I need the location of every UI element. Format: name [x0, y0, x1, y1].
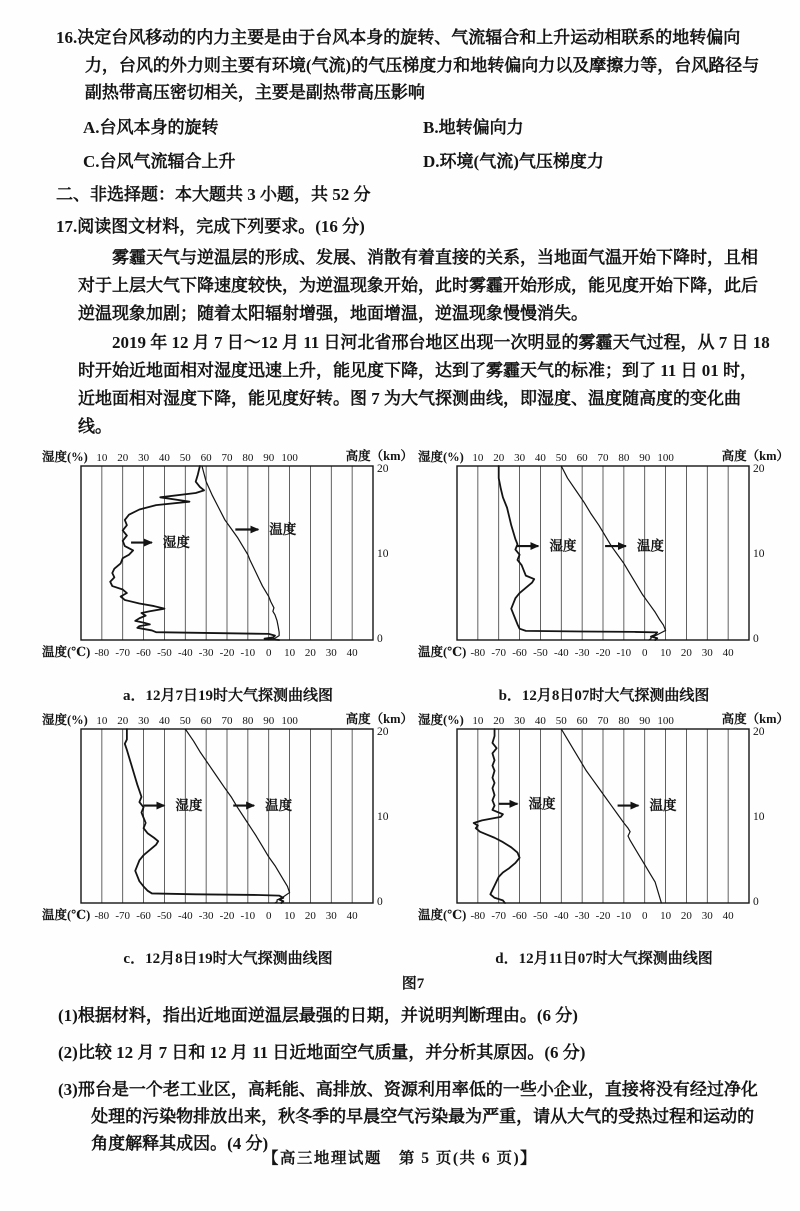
axis-tick-label: -60	[136, 647, 151, 660]
sub-question-3: (3)邢台是一个老工业区，高耗能、高排放、资源利用率低的一些小企业，直接将没有经过净化处理的污染物排放出来，秋冬季的早晨空气污染最为严重，请从大气的受热过程和运动的角度解释其成因。(4 分)	[58, 1079, 758, 1153]
axis-tick-label: -30	[198, 647, 214, 660]
axis-tick-label: 30	[325, 647, 337, 660]
axis-tick-label: 20	[493, 715, 505, 728]
height-axis-label: 高度（km）	[721, 712, 789, 727]
axis-tick-label: 10	[377, 548, 389, 561]
axis-tick-label: 30	[138, 715, 150, 728]
question-16-stem: 16.决定台风移动的内力主要是由于台风本身的旋转、气流辐合和上升运动相联系的地转偏向力，台风的外力则主要有环境(气流)的气压梯度力和地转偏向力以及摩擦力等，台风路径与副热带高压密切相关，主要是副热带高压影响	[56, 28, 760, 103]
humidity-curve	[125, 729, 284, 903]
axis-tick-label: 0	[377, 633, 383, 646]
axis-tick-label: 20	[377, 463, 389, 476]
chart-c-caption: c．12月8日19时大气探测曲线图	[123, 951, 333, 968]
axis-tick-label: -10	[616, 910, 632, 923]
temperature-axis-label: 温度(℃)	[42, 645, 91, 660]
axis-labels	[42, 448, 413, 659]
axis-labels	[418, 711, 789, 922]
axis-tick-label: 30	[325, 910, 337, 923]
axis-tick-label: 20	[304, 647, 316, 660]
axis-tick-label: 10	[284, 910, 296, 923]
sub-question-2: (2)比较 12 月 7 日和 12 月 11 日近地面空气质量，并分析其原因。(6 分)	[58, 1043, 586, 1063]
axis-tick-label: -80	[94, 910, 110, 923]
axis-tick-label: 40	[346, 910, 358, 923]
axis-tick-label: 40	[346, 647, 358, 660]
axis-tick-label: -20	[595, 910, 611, 923]
axis-tick-label: 50	[555, 715, 567, 728]
axis-tick-label: -10	[240, 647, 256, 660]
chart-b	[417, 448, 791, 683]
axis-tick-label: 10	[660, 647, 672, 660]
height-axis-label: 高度（km）	[345, 712, 413, 727]
curve-name-label: 温度	[265, 798, 293, 814]
axis-tick-label: 0	[265, 910, 272, 923]
chart-b-block	[416, 448, 792, 711]
axis-tick-label: 40	[534, 715, 546, 728]
axis-tick-label: 20	[117, 452, 129, 465]
axis-tick-label: 30	[514, 452, 526, 465]
axis-tick-label: 0	[753, 633, 759, 646]
axis-tick-label: -70	[491, 647, 507, 660]
figure-7-chart-grid	[40, 448, 789, 974]
axis-tick-label: 10	[753, 811, 765, 824]
humidity-curve	[110, 466, 279, 640]
figure-7-label: 图7	[401, 976, 425, 993]
axis-tick-label: 0	[377, 896, 383, 909]
option-d: D.环境(气流)气压梯度力	[423, 151, 604, 171]
gridlines	[478, 466, 728, 640]
humidity-curve	[499, 466, 658, 640]
axis-tick-label: 60	[200, 715, 212, 728]
axis-tick-label: 10	[472, 452, 484, 465]
humidity-axis-label: 湿度(%)	[42, 450, 88, 465]
axis-tick-label: 50	[179, 452, 191, 465]
axis-tick-label: -20	[219, 910, 235, 923]
temperature-curve	[561, 729, 661, 903]
page-footer: 【高三地理试题 第 5 页(共 6 页)】	[262, 1150, 538, 1167]
axis-tick-label: 40	[158, 715, 170, 728]
axis-tick-label: 70	[597, 715, 609, 728]
section-header: 二、非选择题：本大题共 3 小题，共 52 分	[56, 184, 371, 204]
axis-tick-label: -60	[512, 910, 527, 923]
axis-tick-label: 40	[722, 910, 734, 923]
axis-tick-label: -80	[470, 647, 486, 660]
chart-b-caption: b．12月8日07时大气探测曲线图	[498, 688, 710, 705]
axis-tick-label: 10	[284, 647, 296, 660]
temperature-axis-label: 温度(℃)	[42, 908, 91, 923]
curve-name-label: 湿度	[528, 796, 556, 812]
option-a: A.台风本身的旋转	[83, 117, 219, 137]
chart-a-svg	[41, 448, 415, 678]
axis-tick-label: -80	[470, 910, 486, 923]
axis-tick-label: -30	[198, 910, 214, 923]
axis-tick-label: -60	[512, 647, 527, 660]
axis-tick-label: -50	[533, 910, 548, 923]
axis-tick-label: -70	[115, 647, 131, 660]
curve-name-label: 温度	[636, 538, 664, 554]
axis-tick-label: -40	[177, 647, 193, 660]
chart-d	[417, 711, 791, 946]
axis-tick-label: -50	[533, 647, 548, 660]
gridlines	[102, 729, 352, 903]
curve-name-label: 温度	[649, 798, 677, 814]
gridlines	[478, 729, 728, 903]
axis-tick-label: 80	[242, 452, 254, 465]
temperature-curve	[185, 729, 289, 903]
axis-tick-label: -50	[157, 910, 172, 923]
axis-tick-label: 0	[641, 647, 648, 660]
gridlines	[102, 466, 352, 640]
axis-tick-label: 60	[200, 452, 212, 465]
axis-tick-label: 70	[597, 452, 609, 465]
axis-tick-label: -60	[136, 910, 151, 923]
chart-d-block	[416, 711, 792, 974]
axis-tick-label: 20	[753, 726, 765, 739]
humidity-axis-label: 湿度(%)	[418, 713, 464, 728]
chart-d-svg	[417, 711, 791, 941]
axis-tick-label: 20	[753, 463, 765, 476]
axis-tick-label: 0	[753, 896, 759, 909]
axis-tick-label: 20	[493, 452, 505, 465]
axis-labels	[42, 711, 413, 922]
axis-tick-label: 100	[657, 452, 674, 465]
humidity-axis-label: 湿度(%)	[42, 713, 88, 728]
chart-b-svg	[417, 448, 791, 678]
axis-labels	[418, 448, 789, 659]
temperature-axis-label: 温度(℃)	[418, 645, 467, 660]
axis-tick-label: 10	[96, 715, 108, 728]
chart-a-block	[40, 448, 416, 711]
axis-tick-label: -40	[553, 910, 569, 923]
axis-tick-label: 50	[555, 452, 567, 465]
axis-tick-label: 50	[179, 715, 191, 728]
axis-tick-label: 0	[265, 647, 272, 660]
axis-tick-label: 30	[514, 715, 526, 728]
axis-tick-label: 20	[117, 715, 129, 728]
axis-tick-label: 90	[263, 452, 275, 465]
humidity-curve	[474, 729, 520, 903]
axis-tick-label: 10	[472, 715, 484, 728]
axis-tick-label: 90	[263, 715, 275, 728]
question-17-paragraph-1: 雾霾天气与逆温层的形成、发展、消散有着直接的关系，当地面气温开始下降时，且相对于上层大气下降速度较快，为逆温现象开始，此时雾霾开始形成，能见度开始下降，此后逆温现象加剧；随着太阳辐射增强，地面增温，逆温现象慢慢消失。	[78, 248, 758, 323]
height-axis-label: 高度（km）	[721, 449, 789, 464]
axis-tick-label: 100	[657, 715, 674, 728]
height-axis-label: 高度（km）	[345, 449, 413, 464]
axis-tick-label: 0	[641, 910, 648, 923]
axis-tick-label: -10	[240, 910, 256, 923]
chart-a	[41, 448, 415, 683]
axis-tick-label: 10	[96, 452, 108, 465]
axis-tick-label: 60	[576, 452, 588, 465]
axis-tick-label: -50	[157, 647, 172, 660]
axis-tick-label: 80	[242, 715, 254, 728]
temperature-axis-label: 温度(℃)	[418, 908, 467, 923]
axis-tick-label: 40	[158, 452, 170, 465]
axis-tick-label: 20	[680, 910, 692, 923]
axis-tick-label: -40	[553, 647, 569, 660]
curve-name-label: 湿度	[162, 535, 190, 551]
temperature-curve	[202, 466, 279, 640]
axis-tick-label: 70	[221, 452, 233, 465]
axis-tick-label: 30	[701, 647, 713, 660]
axis-tick-label: -70	[491, 910, 507, 923]
axis-tick-label: -10	[616, 647, 632, 660]
axis-tick-label: 10	[377, 811, 389, 824]
axis-tick-label: 40	[722, 647, 734, 660]
axis-tick-label: -40	[177, 910, 193, 923]
axis-tick-label: 20	[304, 910, 316, 923]
curve-name-label: 湿度	[175, 798, 203, 814]
axis-tick-label: 10	[660, 910, 672, 923]
chart-d-caption: d．12月11日07时大气探测曲线图	[495, 951, 713, 968]
axis-tick-label: 70	[221, 715, 233, 728]
axis-tick-label: 20	[377, 726, 389, 739]
axis-tick-label: 90	[639, 715, 651, 728]
axis-tick-label: 10	[753, 548, 765, 561]
question-16-options	[56, 113, 770, 172]
question-17-stem: 17.阅读图文材料，完成下列要求。(16 分)	[56, 217, 365, 237]
curve-name-label: 湿度	[549, 538, 577, 554]
axis-tick-label: 40	[534, 452, 546, 465]
axis-tick-label: -20	[595, 647, 611, 660]
question-17-paragraph-2: 2019 年 12 月 7 日～12 月 11 日河北省邢台地区出现一次明显的雾霾天气过程，从 7 日 18 时开始近地面相对湿度迅速上升，能见度下降，达到了雾霾天气的标准；到了 11 日 01 时，近地面相对湿度下降，能见度好转。图 7 为大气探测曲线，即湿度、温度随高度的变化曲线。	[78, 333, 770, 436]
curve-name-label: 温度	[269, 522, 297, 538]
option-b: B.地转偏向力	[423, 117, 524, 137]
axis-tick-label: -30	[574, 910, 590, 923]
axis-tick-label: -70	[115, 910, 131, 923]
axis-tick-label: 100	[281, 715, 298, 728]
axis-tick-label: 90	[639, 452, 651, 465]
axis-tick-label: 100	[281, 452, 298, 465]
sub-question-1: (1)根据材料，指出近地面逆温层最强的日期，并说明判断理由。(6 分)	[58, 1006, 578, 1026]
axis-tick-label: 20	[680, 647, 692, 660]
chart-c-block	[40, 711, 416, 974]
humidity-axis-label: 湿度(%)	[418, 450, 464, 465]
axis-tick-label: 60	[576, 715, 588, 728]
chart-a-caption: a．12月7日19时大气探测曲线图	[122, 688, 333, 705]
option-c: C.台风气流辐合上升	[83, 151, 236, 171]
axis-tick-label: -80	[94, 647, 110, 660]
axis-tick-label: -30	[574, 647, 590, 660]
axis-tick-label: 80	[618, 715, 630, 728]
axis-tick-label: 30	[138, 452, 150, 465]
chart-c-svg	[41, 711, 415, 941]
axis-tick-label: 80	[618, 452, 630, 465]
axis-tick-label: 30	[701, 910, 713, 923]
chart-c	[41, 711, 415, 946]
axis-tick-label: -20	[219, 647, 235, 660]
